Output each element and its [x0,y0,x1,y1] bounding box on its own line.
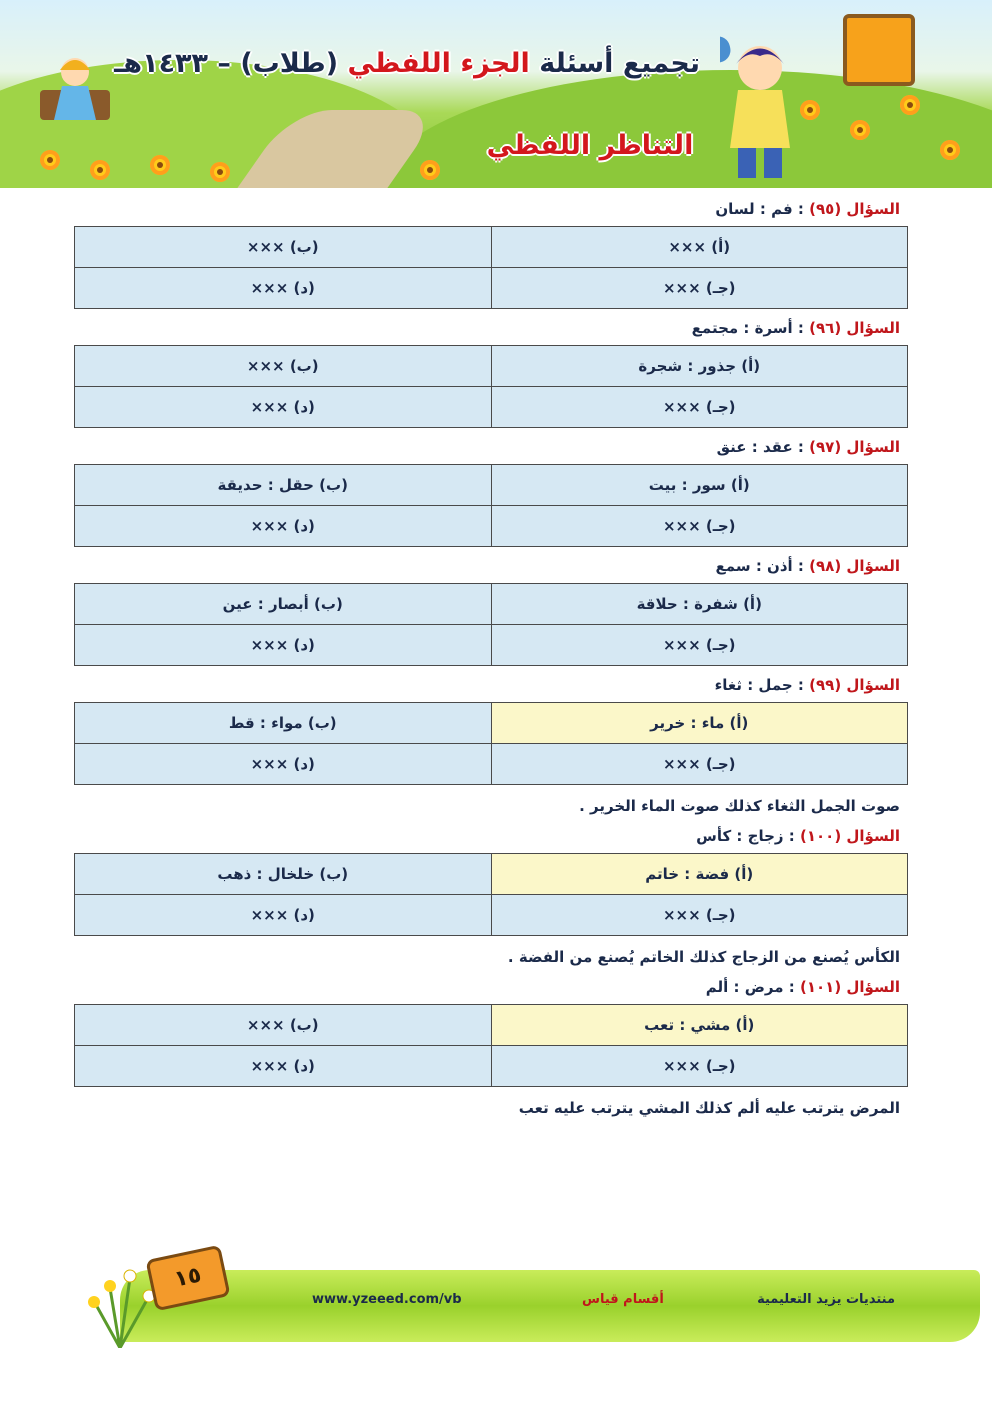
letter-sign-illustration [843,14,915,86]
flower-icon [940,140,960,160]
flower-icon [800,100,820,120]
option-c[interactable]: (جـ) ××× [491,625,908,666]
options-table [74,702,908,785]
option-d[interactable]: (د) ××× [75,1046,492,1087]
title-part-3: (طلاب) – ١٤٣٣هـ [114,48,339,79]
question-stem: : مرض : ألم [705,978,800,996]
option-b[interactable]: (ب) حقل : حديقة [75,465,492,506]
option-b[interactable]: (ب) مواء : قط [75,703,492,744]
footer-category: أقسام قياس [582,1292,664,1307]
question-number: السؤال (٩٦) [809,319,900,337]
question-number: السؤال (٩٧) [809,438,900,456]
question-label [74,674,900,696]
question-number: السؤال (٩٩) [809,676,900,694]
options-table [74,583,908,666]
page-title [114,48,700,79]
option-c[interactable]: (جـ) ××× [491,744,908,785]
question-stem: : جمل : ثغاء [714,676,810,694]
question-label [74,198,900,220]
option-a[interactable]: (أ) شفرة : حلاقة [491,584,908,625]
header-banner [0,0,992,188]
title-part-1: تجميع أسئلة [539,48,700,79]
flower-icon [40,150,60,170]
options-table [74,226,908,309]
title-part-2: الجزء اللفظي [347,48,530,79]
page-subtitle: التناظر اللفظي [486,130,694,161]
option-d[interactable]: (د) ××× [75,506,492,547]
option-d[interactable]: (د) ××× [75,387,492,428]
question-label [74,825,900,847]
option-b[interactable]: (ب) أبصار : عين [75,584,492,625]
option-a-correct[interactable]: (أ) مشي : تعب [491,1005,908,1046]
answer-explanation: صوت الجمل الثغاء كذلك صوت الماء الخرير . [579,797,900,815]
option-c[interactable]: (جـ) ××× [491,895,908,936]
answer-explanation: المرض يترتب عليه ألم كذلك المشي يترتب عليه تعب [518,1099,900,1117]
option-d[interactable]: (د) ××× [75,895,492,936]
option-b[interactable]: (ب) ××× [75,227,492,268]
footer-url-link[interactable]: www.yzeeed.com/vb [312,1292,462,1307]
question-number: السؤال (١٠٠) [799,827,900,845]
option-c[interactable]: (جـ) ××× [491,268,908,309]
question-label [74,317,900,339]
page-number: ١٥ [145,1245,230,1312]
options-table [74,853,908,936]
hill-illustration [380,70,992,188]
question-number: السؤال (٩٥) [809,200,900,218]
option-d[interactable]: (د) ××× [75,625,492,666]
flower-icon [850,120,870,140]
options-table [74,464,908,547]
option-c[interactable]: (جـ) ××× [491,1046,908,1087]
option-a[interactable]: (أ) سور : بيت [491,465,908,506]
flower-icon [900,95,920,115]
option-b[interactable]: (ب) خلخال : ذهب [75,854,492,895]
flower-icon [150,155,170,175]
question-number: السؤال (١٠١) [799,978,900,996]
boy-illustration [720,28,800,178]
question-stem: : فم : لسان [715,200,810,218]
flower-icon [210,162,230,182]
option-a-correct[interactable]: (أ) ماء : خرير [491,703,908,744]
option-c[interactable]: (جـ) ××× [491,506,908,547]
questions-list [74,190,908,1123]
girl-illustration [40,50,110,130]
flower-icon [420,160,440,180]
option-b[interactable]: (ب) ××× [75,346,492,387]
question-stem: : زجاج : كأس [696,827,800,845]
question-stem: : عقد : عنق [716,438,810,456]
option-b[interactable]: (ب) ××× [75,1005,492,1046]
options-table [74,345,908,428]
option-a[interactable]: (أ) ××× [491,227,908,268]
flower-icon [90,160,110,180]
option-d[interactable]: (د) ××× [75,744,492,785]
question-label [74,555,900,577]
question-number: السؤال (٩٨) [809,557,900,575]
question-stem: : أذن : سمع [715,557,810,575]
question-label [74,436,900,458]
answer-explanation: الكأس يُصنع من الزجاج كذلك الخاتم يُصنع من الفضة . [507,948,900,966]
option-a[interactable]: (أ) جذور : شجرة [491,346,908,387]
question-label [74,976,900,998]
option-a-correct[interactable]: (أ) فضة : خاتم [491,854,908,895]
question-stem: : أسرة : مجتمع [691,319,810,337]
option-c[interactable]: (جـ) ××× [491,387,908,428]
footer-site-name: منتديات يزيد التعليمية [757,1292,895,1307]
options-table [74,1004,908,1087]
option-d[interactable]: (د) ××× [75,268,492,309]
